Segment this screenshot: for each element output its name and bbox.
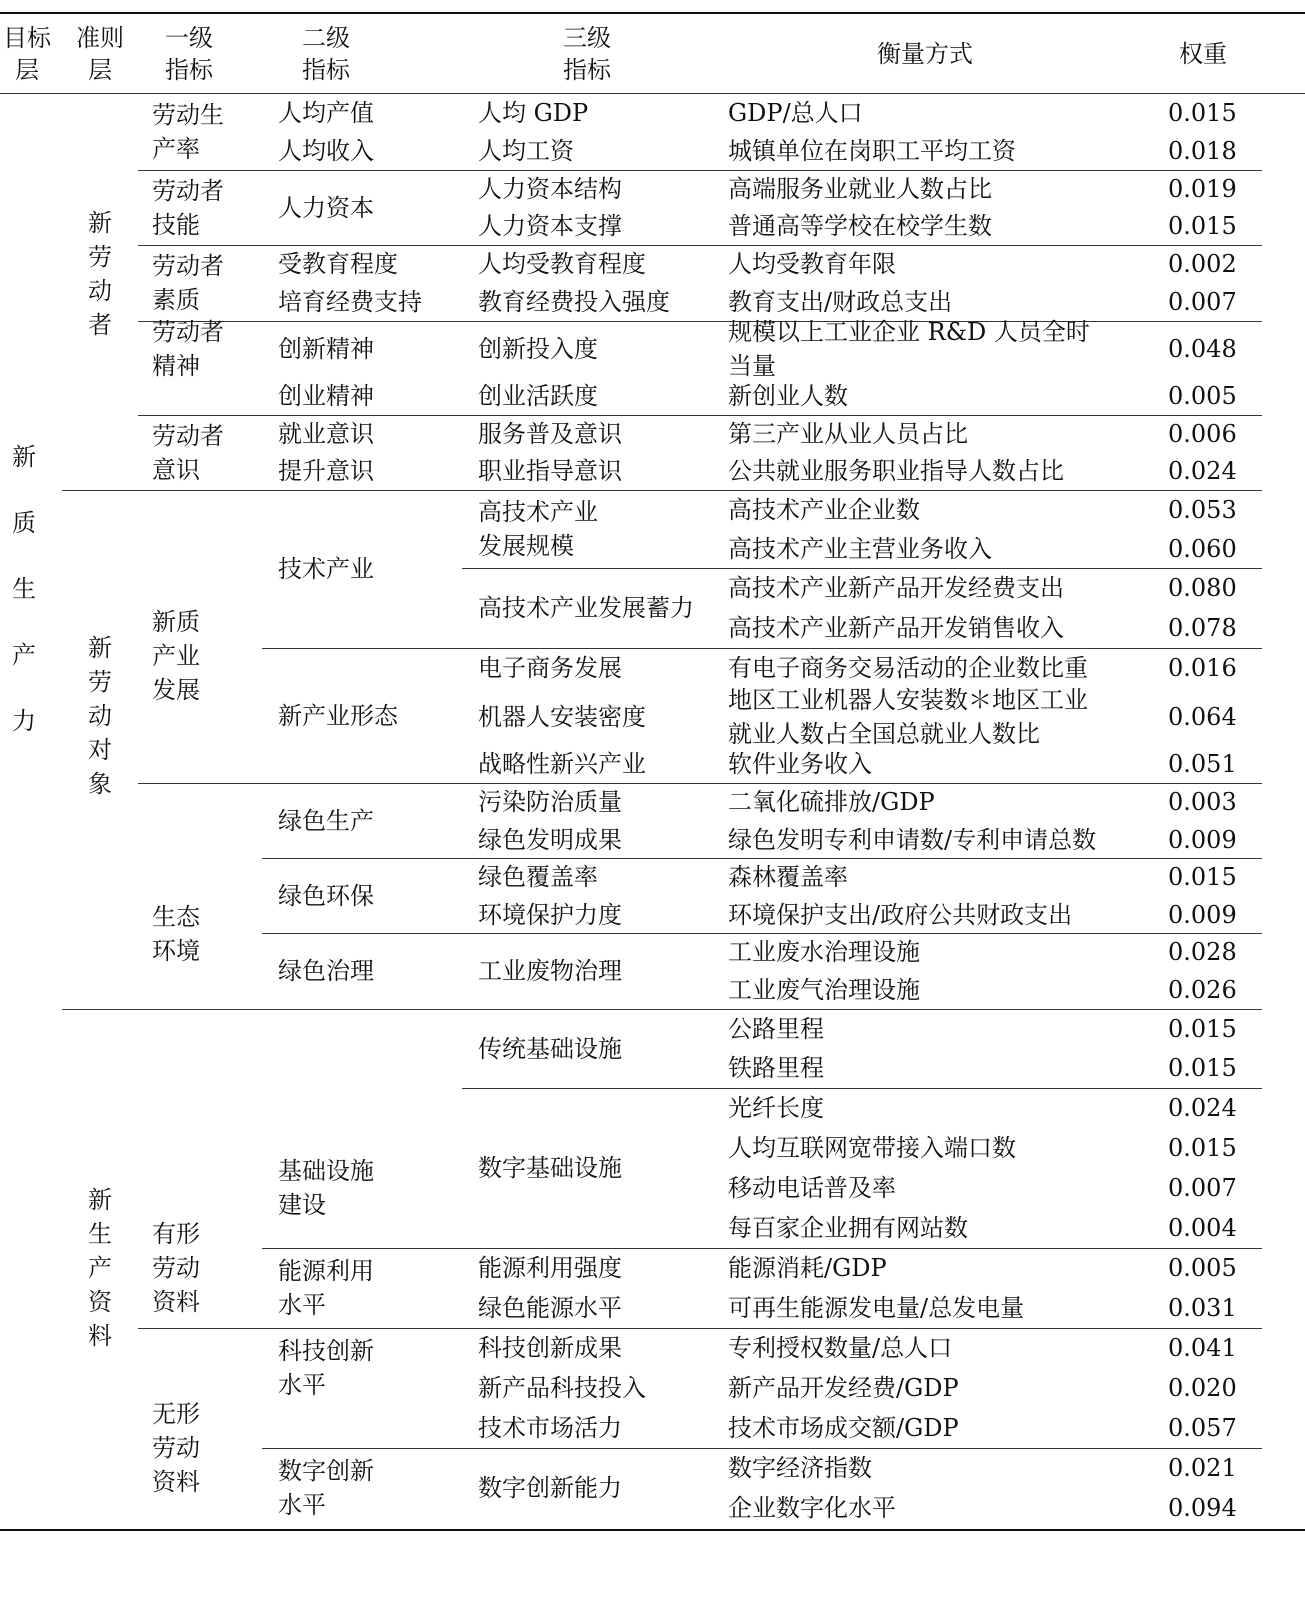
criterion-layer: 新 生 产 资 料: [88, 1186, 112, 1350]
header-rule: [0, 93, 1305, 94]
weight-value: 0.080: [1168, 574, 1237, 602]
level2-separator: [262, 1248, 1262, 1249]
weight-value: 0.015: [1168, 99, 1237, 127]
level1-separator: [138, 783, 1262, 784]
level2-indicator: 人均产值: [278, 99, 374, 127]
weight-value: 0.094: [1168, 1494, 1237, 1522]
level3-indicator: 人力资本结构: [478, 174, 622, 203]
level2-indicator: 创新精神: [278, 335, 374, 363]
top-rule: [0, 12, 1305, 14]
level3-indicator: 工业废物治理: [478, 957, 622, 985]
level3-indicator: 人均 GDP: [478, 99, 589, 127]
measure-method: 高技术产业新产品开发销售收入: [728, 614, 1064, 642]
weight-value: 0.024: [1168, 1094, 1237, 1122]
level3-indicator: 环境保护力度: [478, 900, 622, 929]
measure-method: 普通高等学校在校学生数: [728, 212, 992, 240]
weight-value: 0.009: [1168, 900, 1237, 929]
header-level2: 二级 指标: [302, 24, 350, 84]
weight-value: 0.028: [1168, 938, 1237, 966]
measure-method: 规模以上工业企业 R&D 人员全时 当量: [728, 318, 1090, 380]
weight-value: 0.021: [1168, 1454, 1237, 1482]
measure-method: 地区工业机器人安装数＊地区工业 就业人数占全国总就业人数比: [728, 685, 1088, 748]
weight-value: 0.026: [1168, 976, 1237, 1004]
level2-indicator: 绿色治理: [278, 957, 374, 985]
level1-indicator: 劳动生 产率: [152, 101, 224, 163]
weight-value: 0.053: [1168, 495, 1237, 524]
header-criterion: 准则 层: [76, 24, 124, 84]
weight-value: 0.041: [1168, 1334, 1237, 1362]
level1-indicator: 有形 劳动 资料: [152, 1220, 200, 1316]
measure-method: 工业废水治理设施: [728, 938, 920, 966]
level3-indicator: 绿色覆盖率: [478, 863, 598, 891]
weight-value: 0.078: [1168, 614, 1237, 642]
level3-indicator: 高技术产业 发展规模: [478, 498, 598, 560]
level3-indicator: 人均工资: [478, 137, 574, 165]
weight-value: 0.020: [1168, 1374, 1237, 1402]
measure-method: 软件业务收入: [728, 750, 872, 778]
level2-indicator: 就业意识: [278, 419, 374, 448]
weight-value: 0.007: [1168, 1174, 1237, 1202]
criterion-separator: [62, 490, 1262, 491]
level3-indicator: 创业活跃度: [478, 382, 598, 410]
level2-indicator: 能源利用 水平: [278, 1257, 374, 1319]
weight-value: 0.007: [1168, 288, 1237, 316]
measure-method: 企业数字化水平: [728, 1494, 896, 1522]
level3-indicator: 科技创新成果: [478, 1334, 622, 1362]
level3-indicator: 人均受教育程度: [478, 250, 646, 278]
level3-indicator: 人力资本支撑: [478, 212, 622, 240]
header-measure: 衡量方式: [877, 40, 973, 68]
measure-method: 移动电话普及率: [728, 1174, 896, 1202]
header-weight: 权重: [1179, 40, 1227, 68]
level1-separator: [138, 245, 1262, 246]
weight-value: 0.004: [1168, 1214, 1237, 1242]
level2-indicator: 基础设施 建设: [278, 1157, 374, 1219]
level3-indicator: 战略性新兴产业: [478, 750, 646, 778]
level2-indicator: 绿色环保: [278, 881, 374, 910]
level3-indicator: 电子商务发展: [478, 654, 622, 682]
level3-separator: [462, 1088, 1262, 1089]
weight-value: 0.018: [1168, 137, 1237, 165]
weight-value: 0.015: [1168, 1014, 1237, 1043]
measure-method: 二氧化硫排放/GDP: [728, 788, 935, 816]
level1-indicator: 劳动者 精神: [152, 318, 224, 380]
measure-method: 光纤长度: [728, 1094, 824, 1122]
measure-method: 高端服务业就业人数占比: [728, 174, 992, 203]
measure-method: 环境保护支出/政府公共财政支出: [728, 900, 1073, 929]
measure-method: 可再生能源发电量/总发电量: [728, 1294, 1025, 1322]
measure-method: 城镇单位在岗职工平均工资: [728, 137, 1016, 165]
measure-method: 专利授权数量/总人口: [728, 1334, 953, 1362]
weight-value: 0.048: [1168, 335, 1237, 363]
weight-value: 0.015: [1168, 212, 1237, 240]
level3-indicator: 职业指导意识: [478, 457, 622, 485]
level1-indicator: 无形 劳动 资料: [152, 1400, 200, 1496]
weight-value: 0.009: [1168, 825, 1237, 854]
level1-indicator: 生态 环境: [152, 902, 200, 965]
level3-indicator: 绿色能源水平: [478, 1294, 622, 1322]
level2-separator: [262, 648, 1262, 649]
measure-method: 新创业人数: [728, 382, 848, 410]
level3-indicator: 高技术产业发展蓄力: [478, 594, 694, 622]
measure-method: 绿色发明专利申请数/专利申请总数: [728, 825, 1097, 854]
level2-indicator: 人均收入: [278, 137, 374, 165]
weight-value: 0.002: [1168, 250, 1237, 278]
level3-indicator: 绿色发明成果: [478, 825, 622, 854]
bottom-rule: [0, 1529, 1305, 1531]
weight-value: 0.005: [1168, 382, 1237, 410]
level3-indicator: 数字基础设施: [478, 1154, 622, 1182]
measure-method: 铁路里程: [728, 1054, 824, 1082]
weight-value: 0.019: [1168, 174, 1237, 203]
measure-method: 森林覆盖率: [728, 863, 848, 891]
level2-indicator: 提升意识: [278, 457, 374, 485]
weight-value: 0.015: [1168, 1054, 1237, 1082]
measure-method: 公路里程: [728, 1014, 824, 1043]
level2-indicator: 数字创新 水平: [278, 1457, 374, 1519]
level3-indicator: 新产品科技投入: [478, 1374, 646, 1402]
measure-method: 数字经济指数: [728, 1454, 872, 1482]
weight-value: 0.057: [1168, 1414, 1237, 1442]
level3-indicator: 能源利用强度: [478, 1254, 622, 1282]
measure-method: 工业废气治理设施: [728, 976, 920, 1004]
measure-method: 有电子商务交易活动的企业数比重: [728, 654, 1088, 682]
level2-indicator: 创业精神: [278, 382, 374, 410]
level2-indicator: 培育经费支持: [278, 288, 422, 316]
level1-indicator: 劳动者 意识: [152, 421, 224, 484]
measure-method: 人均互联网宽带接入端口数: [728, 1134, 1016, 1162]
header-goal: 目标 层: [3, 24, 51, 84]
weight-value: 0.051: [1168, 750, 1237, 778]
measure-method: 技术市场成交额/GDP: [728, 1414, 959, 1442]
weight-value: 0.016: [1168, 654, 1237, 682]
level3-indicator: 污染防治质量: [478, 788, 622, 816]
level1-indicator: 新质 产业 发展: [152, 608, 200, 704]
level1-separator: [138, 1328, 1262, 1329]
level1-indicator: 劳动者 素质: [152, 252, 224, 314]
measure-method: 每百家企业拥有网站数: [728, 1214, 968, 1242]
header-level1: 一级 指标: [165, 24, 213, 84]
level3-indicator: 技术市场活力: [478, 1414, 622, 1442]
weight-value: 0.031: [1168, 1294, 1237, 1322]
level2-indicator: 技术产业: [278, 555, 374, 583]
weight-value: 0.006: [1168, 419, 1237, 448]
criterion-separator: [62, 1009, 1262, 1010]
level2-indicator: 受教育程度: [278, 250, 398, 278]
measure-method: 高技术产业新产品开发经费支出: [728, 574, 1064, 602]
measure-method: 高技术产业主营业务收入: [728, 534, 992, 563]
measure-method: 公共就业服务职业指导人数占比: [728, 457, 1064, 485]
header-level3: 三级 指标: [563, 24, 611, 84]
level2-indicator: 科技创新 水平: [278, 1337, 374, 1399]
level3-indicator: 数字创新能力: [478, 1474, 622, 1502]
level2-indicator: 新产业形态: [278, 701, 398, 730]
level3-indicator: 传统基础设施: [478, 1034, 622, 1063]
criterion-layer: 新 劳 动 对 象: [88, 633, 112, 798]
level3-separator: [462, 568, 1262, 569]
measure-method: 第三产业从业人员占比: [728, 419, 968, 448]
measure-method: 高技术产业企业数: [728, 495, 920, 524]
level3-indicator: 创新投入度: [478, 335, 598, 363]
measure-method: 教育支出/财政总支出: [728, 288, 953, 316]
level3-indicator: 服务普及意识: [478, 419, 622, 448]
level2-separator: [262, 858, 1262, 859]
level2-separator: [262, 1448, 1262, 1449]
goal-layer: 新 质 生 产 力: [12, 443, 36, 735]
measure-method: 人均受教育年限: [728, 250, 896, 278]
level2-separator: [262, 933, 1262, 934]
weight-value: 0.015: [1168, 863, 1237, 891]
level3-indicator: 教育经费投入强度: [478, 288, 670, 316]
measure-method: GDP/总人口: [728, 99, 863, 127]
level1-indicator: 劳动者 技能: [152, 176, 224, 239]
level3-indicator: 机器人安装密度: [478, 702, 646, 731]
level2-indicator: 人力资本: [278, 193, 374, 222]
weight-value: 0.064: [1168, 702, 1237, 731]
measure-method: 能源消耗/GDP: [728, 1254, 887, 1282]
criterion-layer: 新 劳 动 者: [88, 208, 112, 339]
weight-value: 0.005: [1168, 1254, 1237, 1282]
level2-indicator: 绿色生产: [278, 806, 374, 835]
weight-value: 0.024: [1168, 457, 1237, 485]
weight-value: 0.015: [1168, 1134, 1237, 1162]
weight-value: 0.060: [1168, 534, 1237, 563]
weight-value: 0.003: [1168, 788, 1237, 816]
measure-method: 新产品开发经费/GDP: [728, 1374, 959, 1402]
